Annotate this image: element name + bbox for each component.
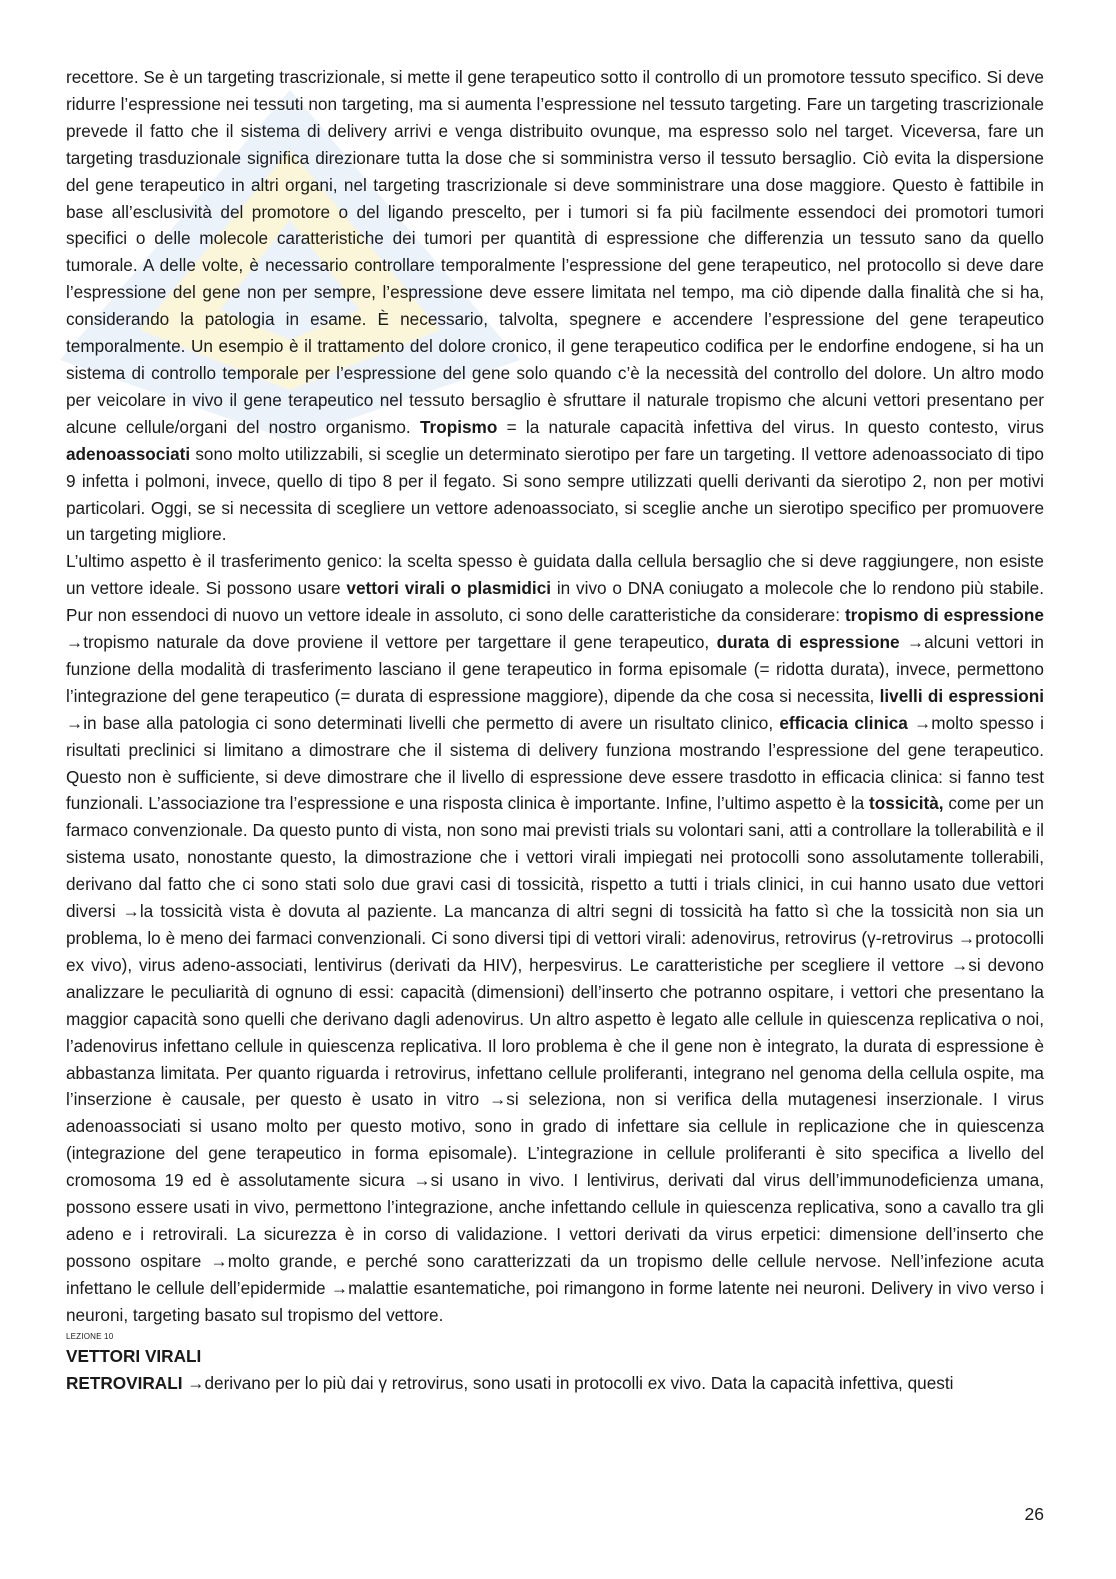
bold-term-vettori: vettori virali o plasmidici — [346, 578, 552, 599]
text-run: recettore. Se è un targeting trascrizionale, si mette il gene terapeutico sotto il controllo di un promotore tessuto specifico. Si deve ridurre l’espressione nei tessuti non targeting, ma si aumenta l’espressione nel tessuto targeting. Fare un targeting trascrizionale prevede il fatto che il sistema di delivery arrivi e venga distribuito ovunque, ma espresso solo nel target. Viceversa, fare un targeting trasduzionale significa direzionare tutta la dose che si somministra verso il tessuto bersaglio. Ciò evita la dispersione del gene terapeutico in altri organi, nel targeting trascrizionale si deve somministrare una dose maggiore. Questo è fattibile in base all’esclusività del promotore o del ligando prescelto, per i tumori si fa più facilmente essendoci dei promotori tumori specifici o delle molecole caratteristiche dei tumori per quantità di espressione che differenzia un tessuto sano da quello tumorale. A delle volte, è necessario controllare temporalmente l’espressione del gene terapeutico, nel protocollo si deve dare l’espressione del gene non per sempre, l’espressione deve essere limitata nel tempo, ma ciò dipende dalla finalità che si ha, considerando la patologia in esame. È necessario, talvolta, spegnere e accendere l’espressione del gene terapeutico temporalmente. Un esempio è il trattamento del dolore cronico, il gene terapeutico codifica per le endorfine endogene, si ha un sistema di controllo temporale per l’espressione del gene solo quando c’è la necessità del controllo del dolore. Un altro modo per veicolare in vivo il gene terapeutico nel tessuto bersaglio è sfruttare il naturale tropismo che alcuni vettori presentano per alcune cellule/organi del nostro organismo. — [66, 67, 1044, 437]
bold-term-durata: durata di espressione — [716, 632, 900, 653]
text-run: = la naturale capacità infettiva del virus. In questo contesto, virus — [497, 416, 1045, 437]
text-run: sono molto utilizzabili, si sceglie un determinato sierotipo per fare un targeting. Il vettore adenoassociato di tipo 9 infetta i polmoni, invece, quello di tipo 8 per il fegato. Si sono sempre utilizzati quelli derivanti da sierotipo 2, non per motivi particolari. Oggi, se si necessita di scegliere un vettore adenoassociato, si sceglie anche un sierotipo specifico per promuovere un targeting migliore. — [66, 443, 1044, 545]
lesson-label: LEZIONE 10 — [66, 1331, 114, 1341]
bold-term-livelli: livelli di espressioni — [879, 685, 1044, 706]
page-number: 26 — [1024, 1504, 1044, 1524]
text-run: →derivano per lo più dai γ retrovirus, sono usati in protocolli ex vivo. Data la capacità infettiva, questi — [182, 1372, 954, 1393]
bold-term-tropismo-espressione: tropismo di espressione — [844, 605, 1044, 626]
text-run: →alcuni vettori in funzione della modalità di trasferimento lasciano il gene terapeutico in forma episomale (= ridotta durata), invece, permettono l’integrazione del gene terapeutico (= durata di espressione maggiore), dipende da che cosa si necessita, — [66, 632, 1044, 706]
text-run: L’ultimo aspetto è il trasferimento genico: la scelta spesso è guidata dalla cellula bersaglio che si deve raggiungere, non esiste un vettore ideale. Si possono usare — [66, 551, 1044, 599]
text-run: →tropismo naturale da dove proviene il vettore per targettare il gene terapeutico, — [66, 632, 717, 653]
document-body — [66, 64, 1044, 1397]
paragraph-retrovirali — [66, 1370, 1044, 1397]
bold-term-adenoassociati: adenoassociati — [66, 443, 191, 464]
text-run: →molto spesso i risultati preclinici si limitano a dimostrare che il sistema di delivery funziona mostrando l’espressione del gene terapeutico. Questo non è sufficiente, si deve dimostrare che il livello di espressione deve essere trasdotto in efficacia clinica: si fanno test funzionali. L’associazione tra l’espressione e una risposta clinica è importante. Infine, l’ultimo aspetto è la — [66, 712, 1044, 814]
bold-term-tropismo: Tropismo — [419, 416, 498, 437]
text-run: in vivo o DNA coniugato a molecole che lo rendono più stabile. Pur non essendoci di nuovo un vettore ideale in assoluto, ci sono delle caratteristiche da considerare: — [66, 578, 1044, 626]
text-run: →in base alla patologia ci sono determinati livelli che permetto di avere un risultato clinico, — [66, 712, 780, 733]
bold-term-retrovirali: RETROVIRALI — [66, 1372, 183, 1393]
bold-term-efficacia: efficacia clinica — [779, 712, 908, 733]
bold-term-tossicita: tossicità, — [869, 793, 944, 814]
paragraph-transfer — [66, 548, 1044, 1328]
text-run: come per un farmaco convenzionale. Da questo punto di vista, non sono mai previsti trials su volontari sani, atti a controllare la tollerabilità e il sistema usato, nonostante questo, la dimostrazione che i vettori virali impiegati nei protocolli sono assolutamente tollerabili, derivano dal fatto che ci sono stati solo due gravi casi di tossicità, rispetto a tutti i trials clinici, in cui hanno usato due vettori diversi →la tossicità vista è dovuta al paziente. La mancanza di altri segni di tossicità ha fatto sì che la tossicità non sia un problema, lo è meno dei farmaci convenzionali. Ci sono diversi tipi di vettori virali: adenovirus, retrovirus (γ-retrovirus →protocolli ex vivo), virus adeno-associati, lentivirus (derivati da HIV), herpesvirus. Le caratteristiche per scegliere il vettore →si devono analizzare le peculiarità di ognuno di essi: capacità (dimensioni) dell’inserto che potranno ospitare, i vettori che presentano la maggior capacità sono quelli che derivano dagli adenovirus. Un altro aspetto è legato alle cellule in quiescenza replicativa o noi, l’adenovirus infettano cellule in quiescenza replicativa. Il loro problema è che il gene non è integrato, la durata di espressione è abbastanza limitata. Per quanto riguarda i retrovirus, infettano cellule proliferanti, integrano nel genoma della cellula ospite, ma l’inserzione è causale, per questo è usato in vitro →si seleziona, non si verifica della mutagenesi inserzionale. I virus adenoassociati si usano molto per questo motivo, sono in grado di infettare sia cellule in replicazione che in quiescenza (integrazione del gene terapeutico in forma episomale). L’integrazione in cellule proliferanti è sito specifica a livello del cromosoma 19 ed è assolutamente sicura →si usano in vivo. I lentivirus, derivati dal virus dell’immunodeficienza umana, possono essere usati in vivo, permettono l’integrazione, anche infettando cellule in quiescenza replicativa, sono a cavallo tra gli adeno e i retrovirali. La sicurezza è in corso di validazione. I vettori derivati da virus erpetici: dimensione dell’inserto che possono ospitare →molto grande, e perché sono caratterizzati da un tropismo delle cellule nervose. Nell’infezione acuta infettano le cellule dell’epidermide →malattie esantematiche, poi rimangono in forme latente nei neuroni. Delivery in vivo verso i neuroni, targeting basato sul tropismo del vettore. — [66, 793, 1044, 1325]
section-heading: VETTORI VIRALI — [66, 1345, 202, 1366]
paragraph-targeting — [66, 64, 1044, 548]
